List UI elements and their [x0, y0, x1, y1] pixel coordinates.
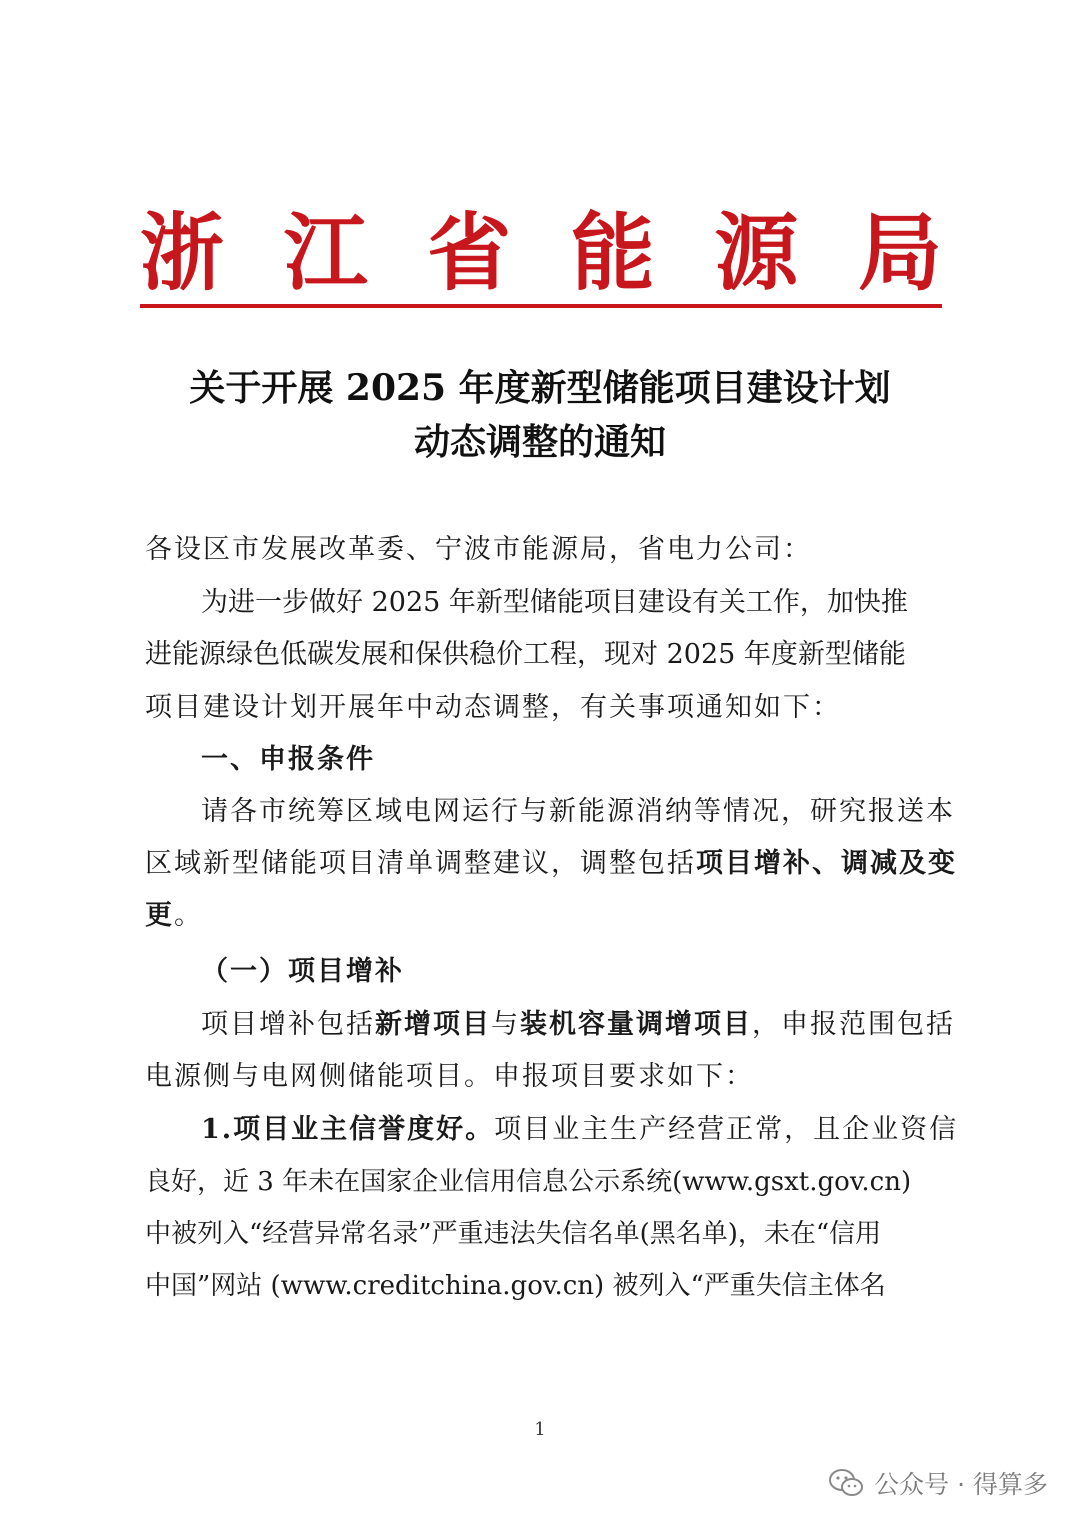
- salutation: 各设区市发展改革委、宁波市能源局，省电力公司：: [145, 534, 812, 565]
- paragraph-text: 为进一步做好 2025 年新型储能项目建设有关工作，加快推: [201, 587, 908, 618]
- watermark: [828, 1463, 1048, 1503]
- paragraph-line: [145, 842, 957, 886]
- paragraph-line: 中国”网站 (www.creditchina.gov.cn) 被列入“严重失信主体名: [145, 1271, 886, 1301]
- paragraph-line: [201, 1003, 955, 1047]
- paragraph-line: 项目建设计划开展年中动态调整，有关事项通知如下：: [145, 692, 841, 723]
- section-heading: 一、申报条件: [201, 744, 375, 775]
- watermark-text: 公众号 · 得算多: [874, 1470, 1048, 1499]
- paragraph-line: [201, 581, 945, 625]
- paragraph-line: 中被列入“经营异常名录”严重违法失信名单(黑名单)，未在“信用: [145, 1219, 882, 1249]
- paragraph-text: 项目增补包括: [201, 1009, 375, 1040]
- bold-text: 新增项目: [375, 1009, 491, 1040]
- wechat-icon: [828, 1468, 864, 1498]
- paragraph-line: [201, 1108, 959, 1152]
- paragraph-line: [145, 633, 945, 677]
- header-red-divider: [140, 304, 942, 308]
- bold-text: 1.项目业主信誉度好。: [201, 1114, 495, 1145]
- header-char: 浙: [140, 203, 225, 302]
- bold-text: 项目增补、调减及变: [696, 848, 957, 879]
- document-title-line2: 动态调整的通知: [413, 421, 666, 463]
- header-char: 省: [427, 203, 512, 302]
- header-char: 江: [283, 203, 368, 302]
- header-char: 局: [857, 203, 942, 302]
- header-char: 能: [570, 203, 655, 302]
- paragraph-line: 请各市统筹区域电网运行与新能源消纳等情况，研究报送本: [201, 796, 955, 827]
- page-number: 1: [534, 1419, 546, 1440]
- paragraph-text: 区域新型储能项目清单调整建议，调整包括: [145, 848, 696, 879]
- paragraph-line: [145, 894, 945, 938]
- bold-text: 装机容量调增项目: [520, 1009, 752, 1040]
- paragraph-text: 与: [491, 1009, 520, 1040]
- document-title-line1: 关于开展 2025 年度新型储能项目建设计划: [189, 367, 891, 409]
- header-char: 源: [714, 203, 799, 302]
- paragraph-text: ，申报范围包括: [752, 1009, 955, 1040]
- paragraph-line: 良好，近 3 年未在国家企业信用信息公示系统(www.gsxt.gov.cn): [145, 1167, 912, 1197]
- paragraph-text: 进能源绿色低碳发展和保供稳价工程，现对 2025 年度新型储能: [145, 639, 906, 670]
- paragraph-text: 。: [174, 900, 203, 931]
- subsection-heading: （一）项目增补: [201, 956, 404, 987]
- agency-header: [140, 205, 942, 300]
- paragraph-line: 电源侧与电网侧储能项目。申报项目要求如下：: [145, 1061, 754, 1092]
- paragraph-text: 项目业主生产经营正常，且企业资信: [494, 1114, 959, 1145]
- bold-text: 更: [145, 900, 174, 931]
